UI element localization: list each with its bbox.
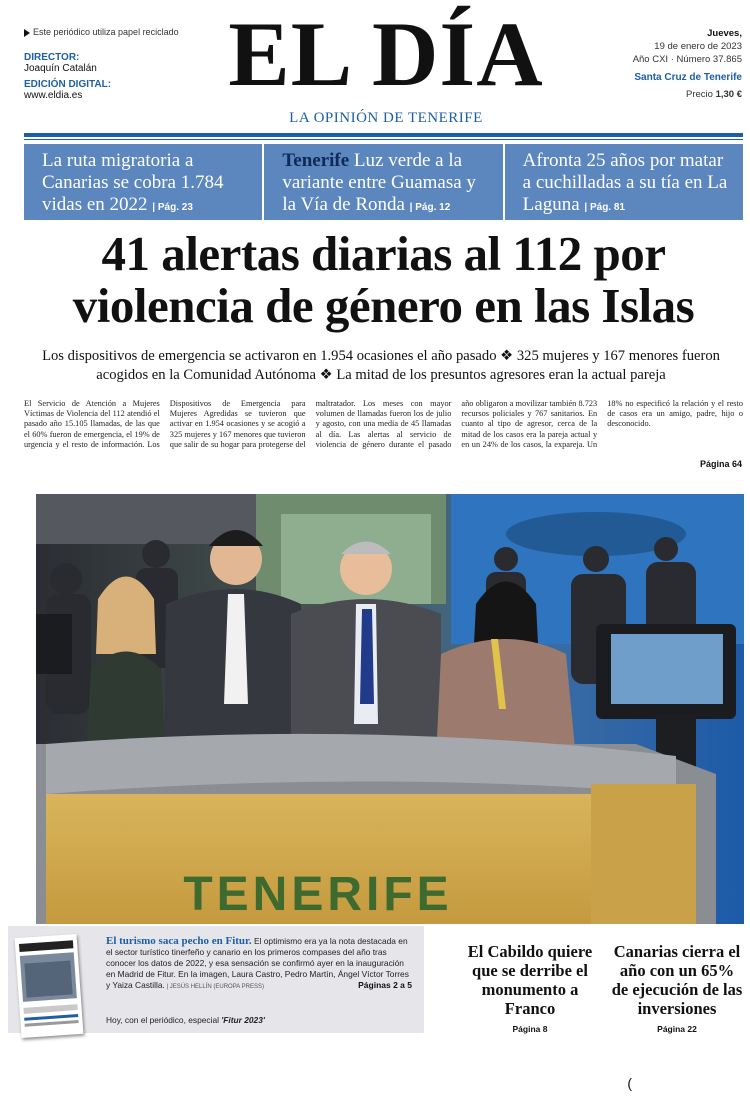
director-name: Joaquín Catalán — [24, 63, 97, 74]
supplement-cover-image — [15, 934, 84, 1038]
story-headline: El Cabildo quiere que se derribe el monumento a Franco — [467, 942, 593, 1018]
director-label: DIRECTOR: — [24, 52, 80, 63]
issue-info — [602, 27, 742, 101]
teaser-migration[interactable] — [24, 144, 262, 220]
digital-edition-link[interactable]: www.eldia.es — [24, 90, 83, 101]
issue-city: Santa Cruz de Tenerife — [634, 72, 742, 83]
photo-credit: | JESÚS HELLÍN (EUROPA PRESS) — [164, 984, 264, 990]
story-inversiones[interactable] — [610, 942, 744, 1034]
teaser-bar — [24, 144, 743, 220]
corner-mark: ( — [627, 1075, 632, 1091]
issue-date: 19 de enero de 2023 — [654, 41, 742, 52]
fitur-special-note: Hoy, con el periódico, especial 'Fitur 2023' — [106, 1015, 265, 1025]
teaser-page: | Pág. 23 — [152, 202, 193, 213]
fitur-photo — [36, 494, 744, 924]
masthead-rule — [24, 133, 743, 137]
story-page-ref: Página 8 — [512, 1024, 548, 1034]
issue-number: Año CXI · Número 37.865 — [632, 54, 742, 65]
teaser-text: La ruta migratoria a Canarias se cobra 1.784 vidas en 2022 — [42, 150, 224, 215]
teaser-page: | Pág. 81 — [584, 202, 625, 213]
fitur-photo-illustration — [36, 494, 744, 924]
fitur-heading[interactable]: El turismo saca pecho en Fitur. — [106, 935, 252, 947]
issue-weekday: Jueves, — [707, 28, 742, 39]
story-franco[interactable] — [460, 942, 600, 1034]
digital-edition-label: EDICIÓN DIGITAL: — [24, 79, 112, 90]
recycled-paper-note: Este periódico utiliza papel reciclado — [24, 27, 179, 37]
teaser-variante[interactable] — [264, 144, 502, 220]
counter-logo-text: TENERIFE — [183, 868, 453, 921]
fitur-caption-text: El optimismo era ya la nota destacada en el sector turístico tinerfeño y canario en los primeros compases del año tras conocer los datos de 2022, y esa sensación se confirmó ayer en la inauguración en Madrid de Fitur. En la imagen, Laura Castro, Pedro Martín, Ángel Víctor Torres y Yaiza Castilla. — [106, 936, 409, 990]
lead-subheadline: Los dispositivos de emergencia se activaron en 1.954 ocasiones el año pasado ❖ 325 mujeres y 167 menores fueron acogidos en la Comunidad Autónoma ❖ La mitad de los presuntos agresores eran la actual pareja — [42, 348, 720, 383]
lead-page-ref: Página 64 — [699, 459, 742, 469]
story-headline: Canarias cierra el año con un 65% de ejecución de las inversiones — [611, 942, 743, 1018]
special-supplement-thumbnail[interactable] — [15, 934, 84, 1038]
teaser-text: Luz verde a la variante entre Guamasa y la Vía de Ronda — [282, 150, 476, 215]
story-page-ref: Página 22 — [657, 1024, 697, 1034]
newspaper-tagline: LA OPINIÓN DE TENERIFE — [289, 110, 483, 126]
issue-price: Precio 1,30 € — [686, 89, 742, 100]
fitur-page-ref: Páginas 2 a 5 — [358, 980, 412, 990]
lead-body-text: El Servicio de Atención a Mujeres Víctimas de Violencia del 112 atendió el pasado año 15.105 llamadas, de las que el 60% fueron de emergencia, el 19% de urgencia y el resto de información. Los Dispositivos de Emergencia para Mujeres Agredidas se tuvieron que activar en 1.954 ocasiones y se acogió a 325 mujeres y 167 menores que tuvieron que salir de su hogar para protegerse del maltratador. Los meses con mayor volumen de llamadas fueron los de julio y agosto, con una media de 45 llamadas al día. Las alertas al servicio de violencia de género durante el pasado año obligaron a movilizar también 8.723 recursos policiales y 767 sanitarios. En cuanto al tipo de agresor, cerca de la mitad de los casos era la pareja actual y en un 24% de los casos, la expareja. Un 18% no especificó la relación y el resto de casos era un amigo, padre, hijo o desconocido. — [24, 399, 743, 449]
lead-headline[interactable]: 41 alertas diarias al 112 por violencia de género en las Islas — [72, 226, 695, 333]
teaser-text: Afronta 25 años por matar a cuchilladas a su tía en La Laguna — [522, 150, 728, 215]
newspaper-logo: EL DÍA — [228, 3, 544, 105]
fitur-caption-box — [8, 926, 424, 1033]
teaser-la-laguna[interactable] — [505, 144, 743, 220]
masthead-rule-thin — [24, 139, 743, 140]
teaser-section-tag: Tenerife — [282, 150, 350, 171]
teaser-page: | Pág. 12 — [409, 202, 451, 213]
